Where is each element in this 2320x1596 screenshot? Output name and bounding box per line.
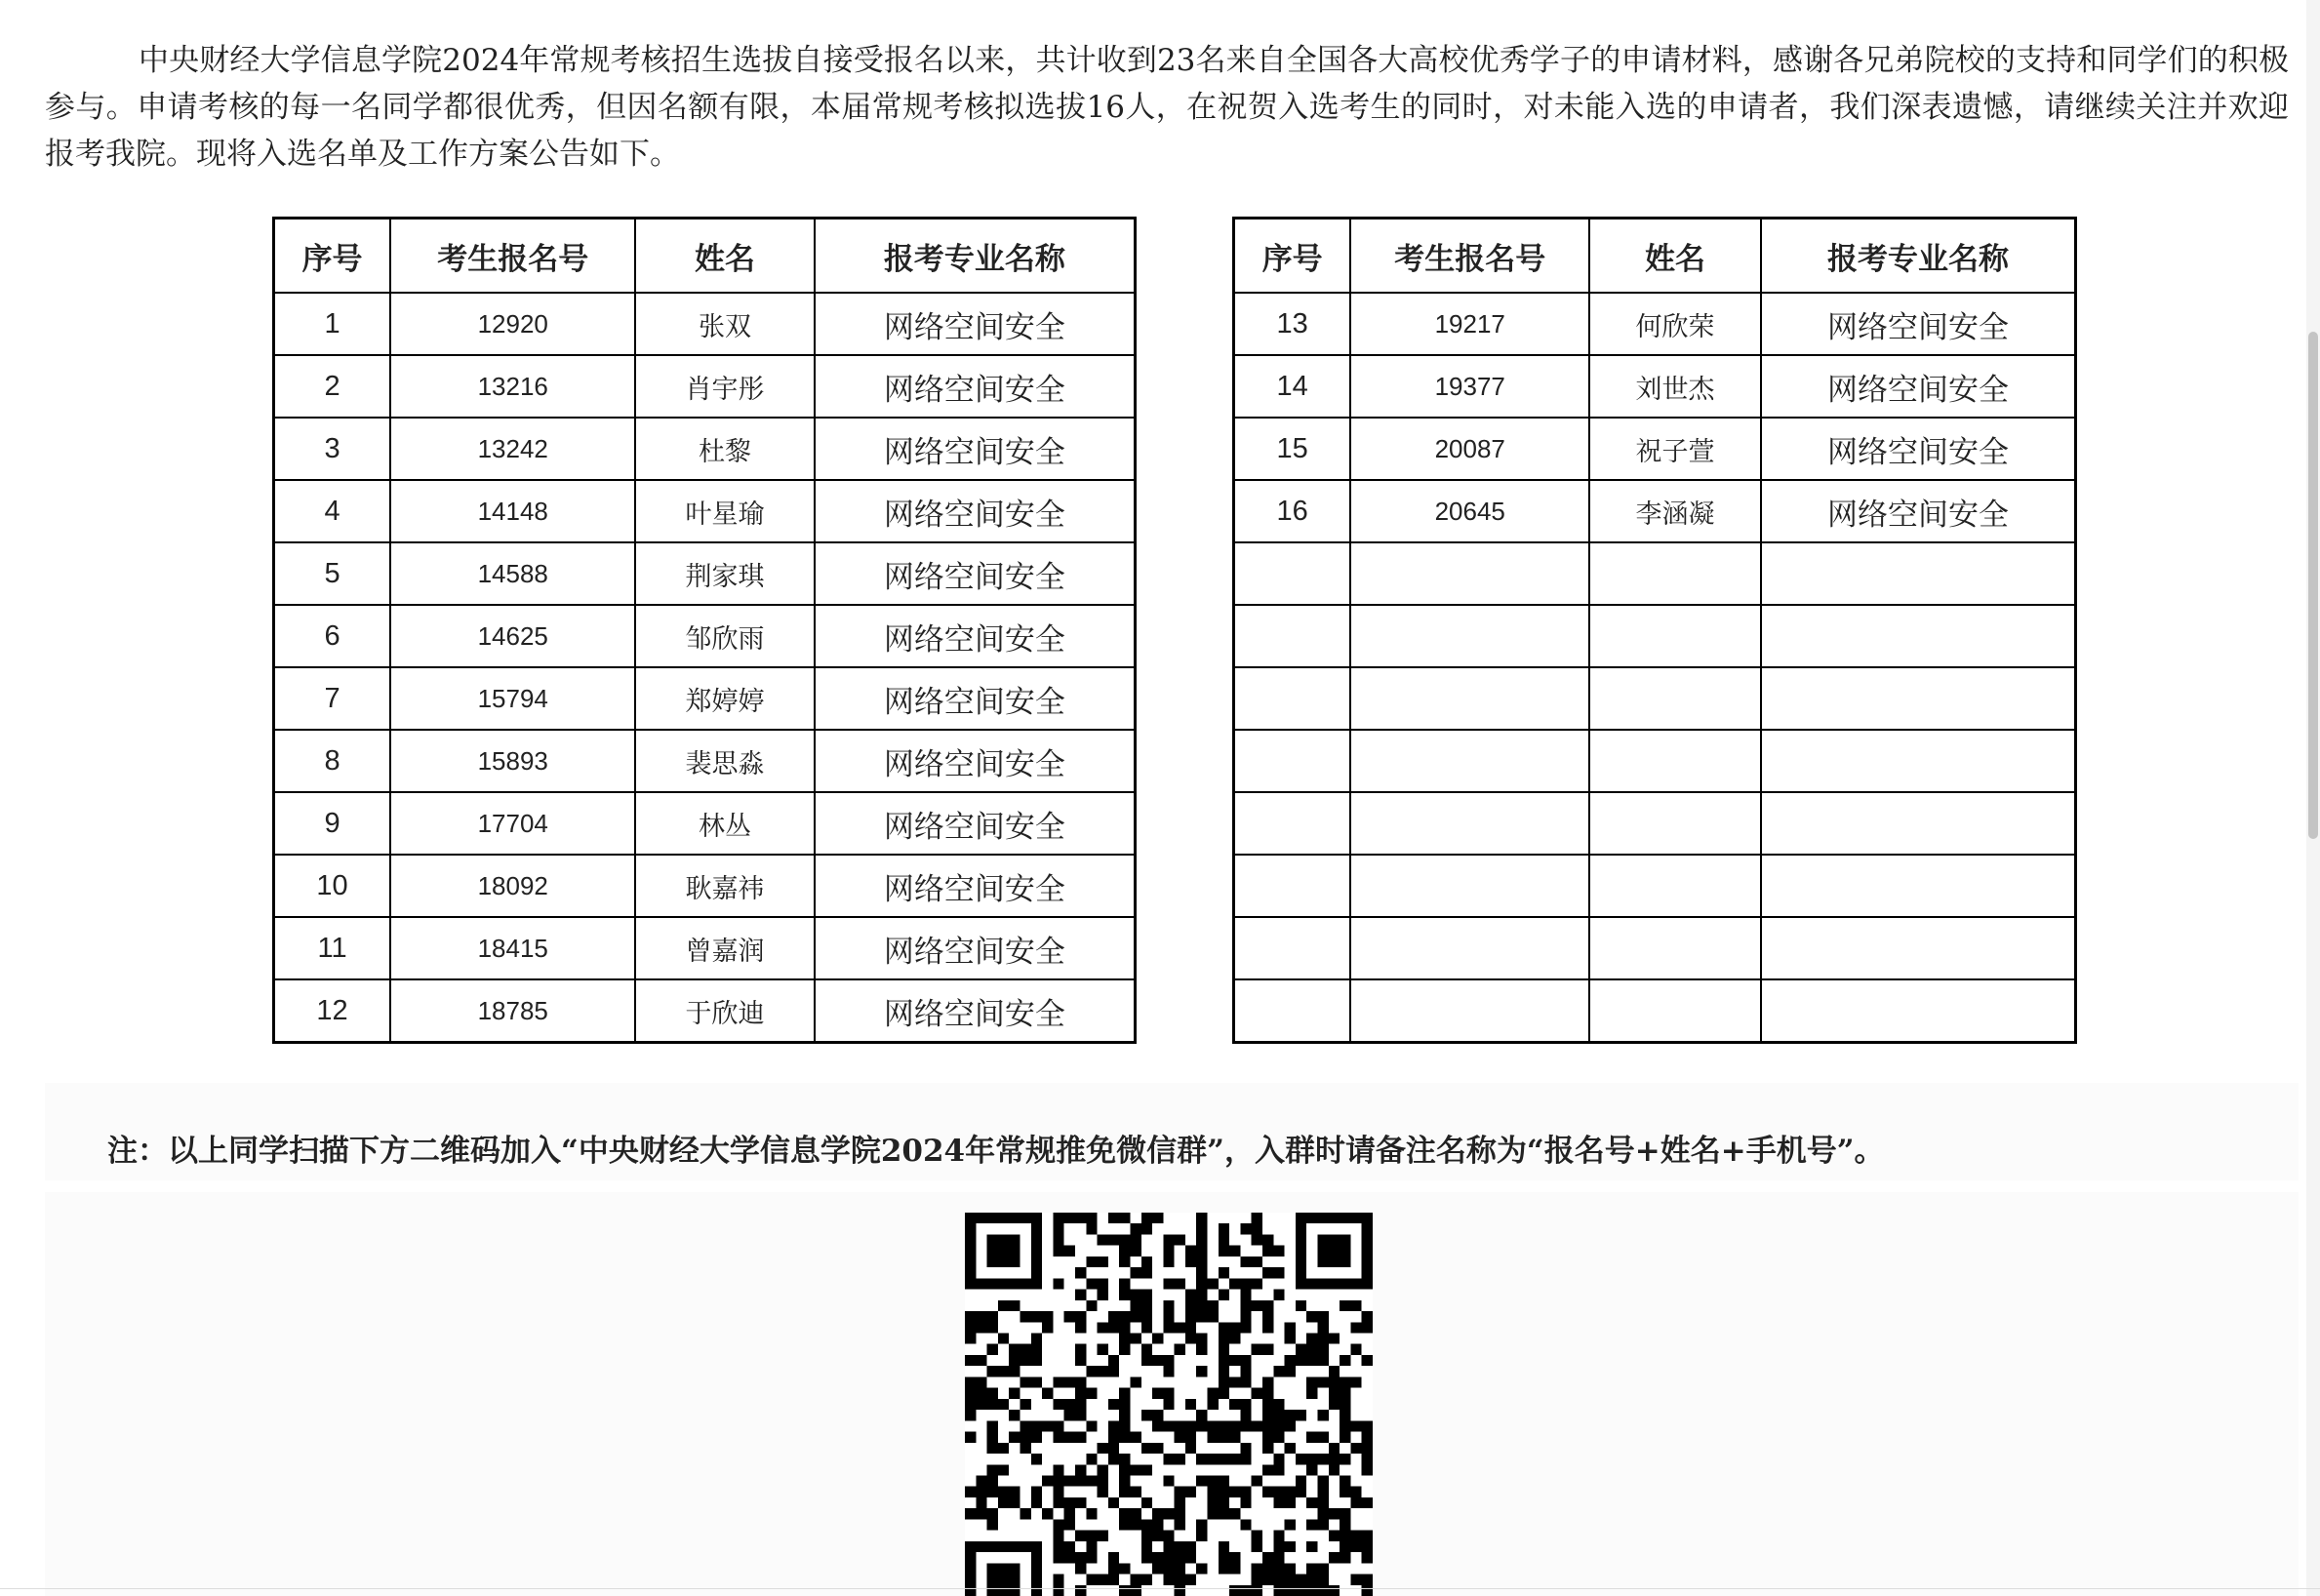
cell-reg-no [1350,542,1589,605]
cell-name: 荆家琪 [635,542,814,605]
cell-reg-no [1350,730,1589,792]
cell-index [1234,855,1351,917]
cell-major [1761,979,2076,1043]
admission-table-left [272,217,1137,1044]
cell-index: 5 [274,542,391,605]
table-row [1234,418,2076,480]
cell-major: 网络空间安全 [815,542,1136,605]
table-row-empty [1234,979,2076,1043]
cell-name: 刘世杰 [1589,355,1761,418]
cell-name [1589,730,1761,792]
cell-name [1589,855,1761,917]
cell-name: 曾嘉润 [635,917,814,979]
cell-reg-no: 12920 [390,293,635,355]
cell-reg-no: 13216 [390,355,635,418]
table-row-empty [1234,605,2076,667]
table-row [274,979,1136,1043]
table-row [274,542,1136,605]
cell-reg-no: 19377 [1350,355,1589,418]
table-row [274,792,1136,855]
cell-reg-no [1350,667,1589,730]
cell-reg-no: 18092 [390,855,635,917]
cell-name: 张双 [635,293,814,355]
cell-major: 网络空间安全 [815,979,1136,1043]
cell-reg-no [1350,855,1589,917]
wechat-group-note: 注：以上同学扫描下方二维码加入“中央财经大学信息学院2024年常规推免微信群”，入群时请备注名称为“报名号+姓名+手机号”。 [107,1134,1885,1169]
table-row [1234,480,2076,542]
cell-reg-no [1350,605,1589,667]
cell-reg-no [1350,917,1589,979]
cell-index: 14 [1234,355,1351,418]
cell-index: 4 [274,480,391,542]
cell-reg-no: 14588 [390,542,635,605]
table-row [274,355,1136,418]
table-row [274,480,1136,542]
cell-major [1761,605,2076,667]
header-major: 报考专业名称 [1761,219,2076,294]
cell-index: 1 [274,293,391,355]
cell-name: 肖宇彤 [635,355,814,418]
page-bottom-divider [0,1588,2320,1589]
cell-index [1234,542,1351,605]
cell-name: 于欣迪 [635,979,814,1043]
cell-reg-no: 18415 [390,917,635,979]
cell-index: 7 [274,667,391,730]
cell-index: 9 [274,792,391,855]
table-row [274,917,1136,979]
cell-name: 邹欣雨 [635,605,814,667]
cell-index: 6 [274,605,391,667]
cell-name: 叶星瑜 [635,480,814,542]
header-reg-no: 考生报名号 [1350,219,1589,294]
cell-index [1234,917,1351,979]
cell-major: 网络空间安全 [815,792,1136,855]
cell-name: 祝子萱 [1589,418,1761,480]
header-name: 姓名 [1589,219,1761,294]
wechat-group-qr-code [965,1213,1373,1596]
table-header-row [1234,219,2076,294]
header-reg-no: 考生报名号 [390,219,635,294]
cell-major: 网络空间安全 [815,605,1136,667]
cell-name [1589,667,1761,730]
cell-reg-no: 17704 [390,792,635,855]
cell-major: 网络空间安全 [815,855,1136,917]
table-row [1234,293,2076,355]
cell-major [1761,667,2076,730]
table-row [274,605,1136,667]
cell-index [1234,792,1351,855]
cell-name [1589,979,1761,1043]
cell-index [1234,730,1351,792]
cell-reg-no: 19217 [1350,293,1589,355]
cell-reg-no: 15893 [390,730,635,792]
cell-index [1234,979,1351,1043]
cell-reg-no: 15794 [390,667,635,730]
cell-index [1234,667,1351,730]
table-row-empty [1234,667,2076,730]
table-row [274,667,1136,730]
cell-name [1589,792,1761,855]
cell-name [1589,605,1761,667]
cell-reg-no: 18785 [390,979,635,1043]
table-row-empty [1234,855,2076,917]
cell-index: 11 [274,917,391,979]
cell-reg-no: 14625 [390,605,635,667]
intro-paragraph: 中央财经大学信息学院2024年常规考核招生选拔自接受报名以来，共计收到23名来自全国各大高校优秀学子的申请材料，感谢各兄弟院校的支持和同学们的积极参与。申请考核的每一名同学都很优秀，但因名额有限，本届常规考核拟选拔16人，在祝贺入选考生的同时，对未能入选的申请者，我们深表遗憾，请继续关注并欢迎报考我院。现将入选名单及工作方案公告如下。 [45,43,2289,172]
cell-reg-no: 20645 [1350,480,1589,542]
cell-name: 耿嘉祎 [635,855,814,917]
cell-index [1234,605,1351,667]
header-major: 报考专业名称 [815,219,1136,294]
cell-index: 12 [274,979,391,1043]
page-scrollbar[interactable] [2306,0,2320,1596]
cell-major [1761,917,2076,979]
cell-major: 网络空间安全 [815,480,1136,542]
cell-name: 何欣荣 [1589,293,1761,355]
cell-reg-no: 14148 [390,480,635,542]
cell-major [1761,730,2076,792]
cell-index: 13 [1234,293,1351,355]
cell-major [1761,792,2076,855]
admission-table-right [1232,217,2077,1044]
table-row-empty [1234,917,2076,979]
table-row [1234,355,2076,418]
cell-major: 网络空间安全 [815,418,1136,480]
cell-reg-no [1350,979,1589,1043]
table-row-empty [1234,792,2076,855]
cell-name: 裴思淼 [635,730,814,792]
table-row [274,730,1136,792]
cell-name: 李涵凝 [1589,480,1761,542]
header-index: 序号 [274,219,391,294]
cell-major: 网络空间安全 [1761,480,2076,542]
cell-name: 杜黎 [635,418,814,480]
header-name: 姓名 [635,219,814,294]
cell-reg-no [1350,792,1589,855]
table-row [274,855,1136,917]
cell-reg-no: 13242 [390,418,635,480]
cell-name [1589,542,1761,605]
cell-index: 3 [274,418,391,480]
cell-index: 2 [274,355,391,418]
table-row [274,418,1136,480]
cell-name: 林丛 [635,792,814,855]
cell-major: 网络空间安全 [815,667,1136,730]
cell-index: 16 [1234,480,1351,542]
cell-reg-no: 20087 [1350,418,1589,480]
table-row-empty [1234,542,2076,605]
table-header-row [274,219,1136,294]
cell-index: 8 [274,730,391,792]
cell-major: 网络空间安全 [815,355,1136,418]
cell-index: 15 [1234,418,1351,480]
cell-name: 郑婷婷 [635,667,814,730]
cell-index: 10 [274,855,391,917]
header-index: 序号 [1234,219,1351,294]
cell-major: 网络空间安全 [815,293,1136,355]
cell-major [1761,542,2076,605]
scrollbar-thumb[interactable] [2308,332,2318,839]
table-row [274,293,1136,355]
cell-major: 网络空间安全 [815,917,1136,979]
table-row-empty [1234,730,2076,792]
cell-major: 网络空间安全 [1761,293,2076,355]
cell-major [1761,855,2076,917]
cell-major: 网络空间安全 [815,730,1136,792]
cell-major: 网络空间安全 [1761,418,2076,480]
cell-name [1589,917,1761,979]
cell-major: 网络空间安全 [1761,355,2076,418]
